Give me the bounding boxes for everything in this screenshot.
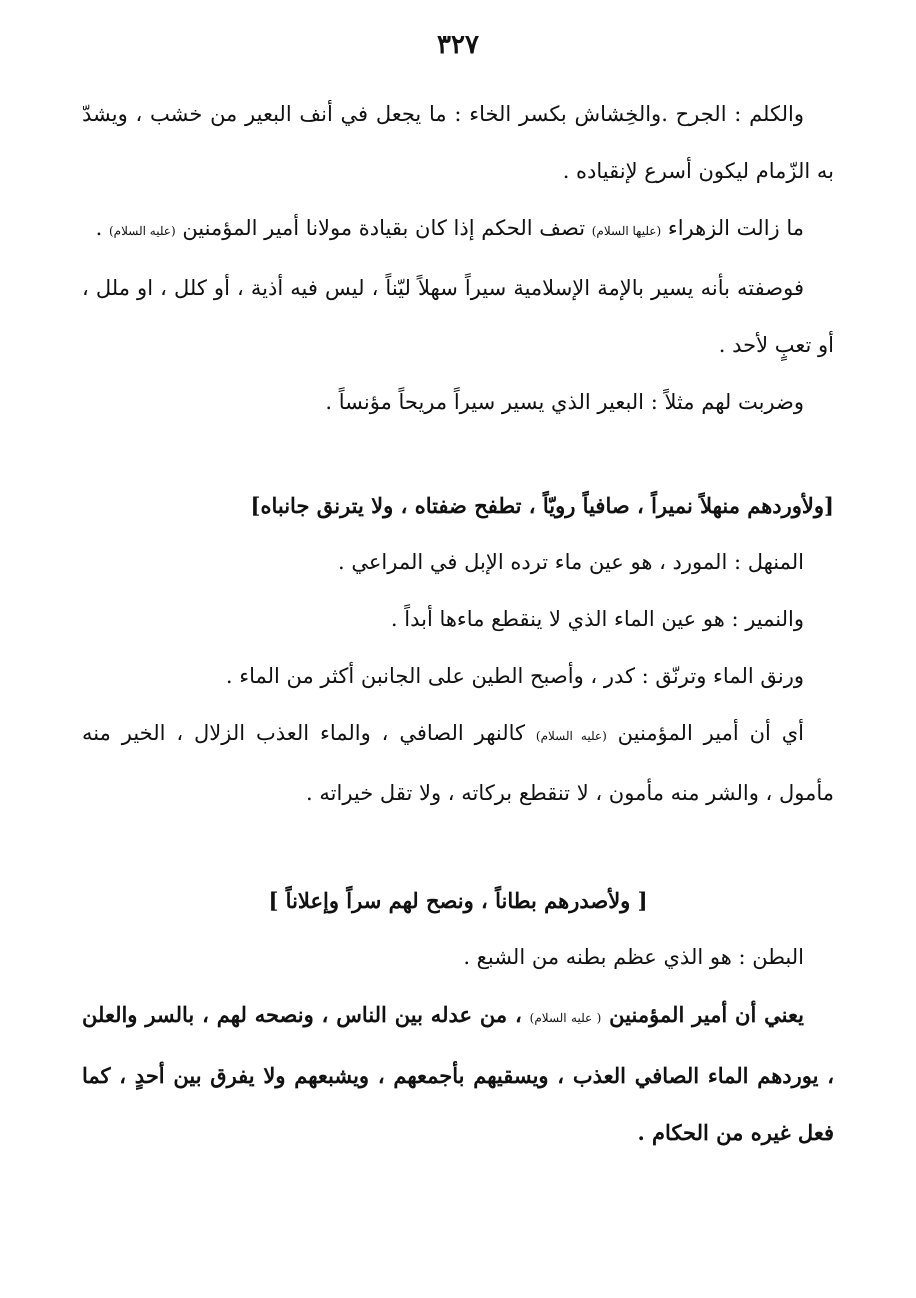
honorific-note: ( عليه السلام) [529, 1011, 602, 1025]
honorific-note: (عليه السلام) [108, 224, 176, 238]
section-heading-manhal: [ولأوردهم منهلاً نميراً ، صافياً رويّاً ، تطفح ضفتاه ، ولا يترنق جانباه] [250, 493, 834, 518]
honorific-note: (عليها السلام) [591, 224, 662, 238]
section-heading-bitan: [ ولأصدرهم بطاناً ، ونصح لهم سراً وإعلاناً ] [268, 888, 648, 913]
paragraph-text-part: تصف الحكم إذا كان بقيادة مولانا أمير المؤمنين [175, 216, 592, 240]
paragraph-text-part: أي أن أمير المؤمنين [606, 721, 804, 745]
honorific-note: (عليه السلام) [535, 729, 607, 743]
paragraph-camel-example: وضربت لهم مثلاً : البعير الذي يسير سيراً مريحاً مؤنساً . [325, 390, 804, 414]
paragraph-batn-definition: البطن : هو الذي عظم بطنه من الشبع . [463, 945, 804, 969]
section-spacer [82, 431, 834, 477]
page-number: ٣٢٧ [437, 30, 479, 60]
paragraph-text-part: ما زالت الزهراء [661, 216, 804, 240]
paragraph-tarannuq-definition: ورنق الماء وترنّق : كدر ، وأصبح الطين على الجانبن أكثر من الماء . [225, 664, 804, 688]
paragraph-zahra-description [82, 200, 834, 260]
section-spacer [82, 822, 834, 872]
paragraph-namir-definition: والنمير : هو عين الماء الذي لا ينقطع ماءها أبداً . [390, 607, 804, 631]
page-content [82, 86, 834, 1161]
paragraph-justice [82, 986, 834, 1161]
paragraph-text-part: ، من عدله بين الناس ، ونصحه لهم ، بالسر والعلن ، يوردهم الماء الصافي العذب ، ويسقيهم بأجمعهم ، ويشبعهم ولا يفرق بين أحدٍ ، كما فعل غيره من الحكام . [82, 1002, 834, 1145]
paragraph-manhal-definition: المنهل : المورد ، هو عين ماء ترده الإبل في المراعي . [338, 550, 804, 574]
paragraph-text-part: . [95, 216, 109, 240]
paragraph-definition-kalm: والكلم : الجرح .والخِشاش بكسر الخاء : ما يجعل في أنف البعير من خشب ، ويشدّ به الزّمام ليكون أسرع لإنقياده . [82, 102, 834, 183]
paragraph-pure-river [82, 705, 834, 822]
paragraph-easy-walk: فوصفته بأنه يسير بالإمة الإسلامية سيراً سهلاً ليّناً ، ليس فيه أذية ، أو كلل ، او ملل ، أو تعبٍ لأحد . [82, 276, 834, 357]
paragraph-text-part: كالنهر الصافي ، والماء العذب الزلال ، الخير منه مأمول ، والشر منه مأمون ، لا تنقطع بركاته ، ولا تقل خيراته . [82, 721, 834, 805]
paragraph-text-part: يعني أن أمير المؤمنين [601, 1002, 804, 1027]
